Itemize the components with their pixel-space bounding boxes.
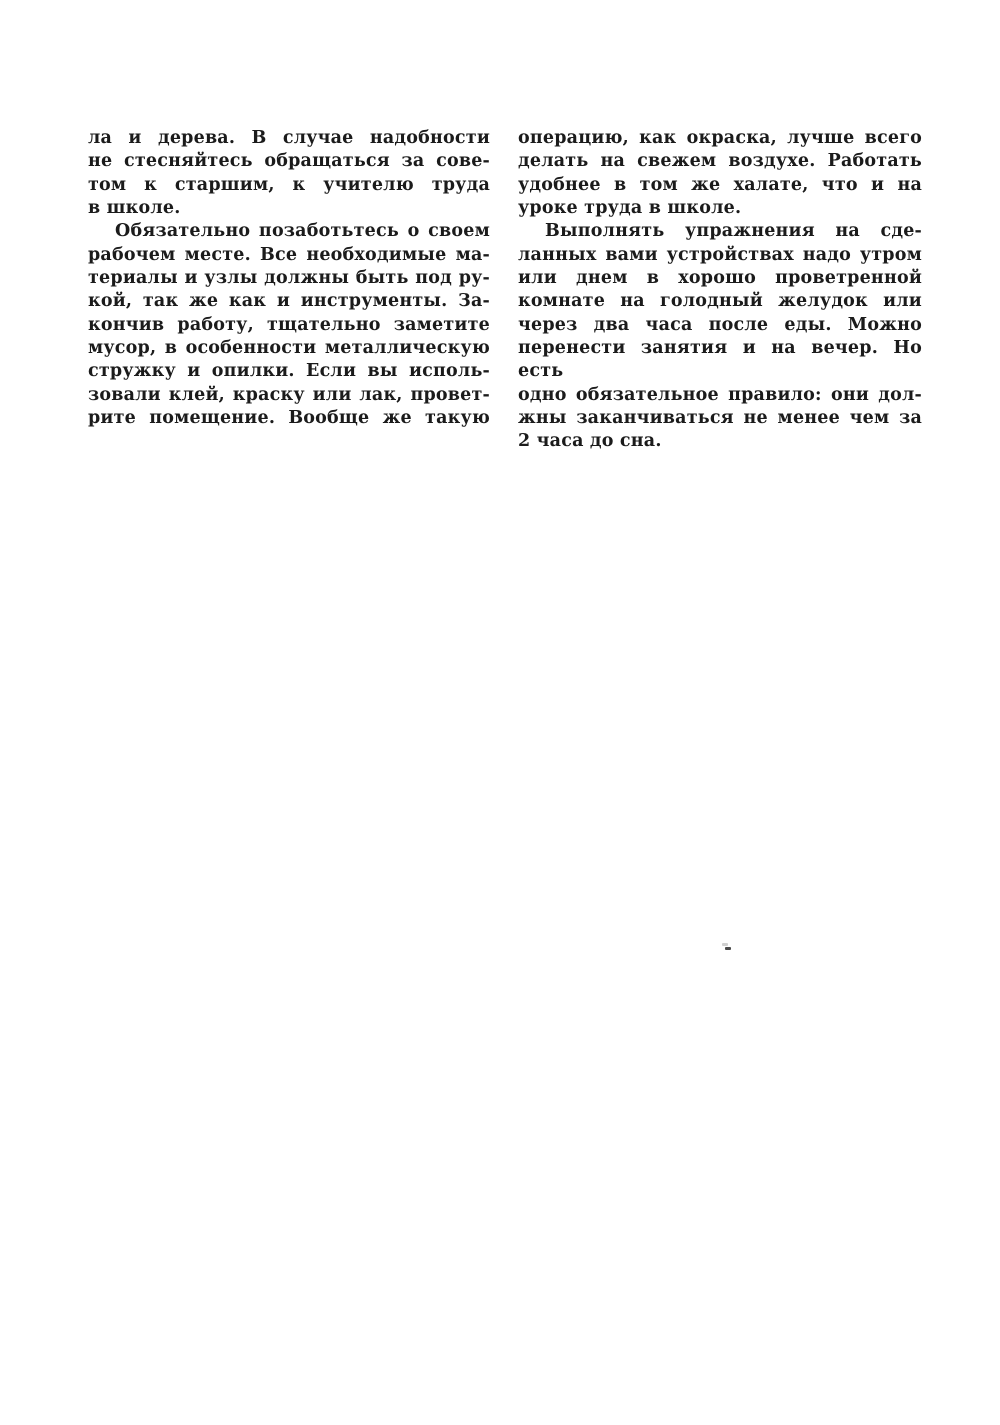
- text-line: уроке труда в школе.: [518, 198, 742, 219]
- text-line: жны заканчиваться не менее чем за: [518, 408, 922, 429]
- text-line: операцию, как окраска, лучше всего: [518, 128, 922, 148]
- text-line: в школе.: [88, 198, 181, 219]
- text-line: ланных вами устройствах надо утром: [518, 244, 922, 265]
- text-line: делать на свежем воздухе. Работать: [518, 151, 922, 172]
- text-line: рите помещение. Вообще же такую: [88, 408, 490, 429]
- text-line: кончив работу, тщательно заметите: [88, 314, 490, 335]
- text-line: мусор, в особенности металлическую: [88, 338, 490, 359]
- text-line: рабочем месте. Все необходимые ма-: [88, 244, 490, 265]
- text-line: не стесняйтесь обращаться за сове-: [88, 151, 490, 172]
- text-line: стружку и опилки. Если вы исполь-: [88, 361, 490, 382]
- text-line: том к старшим, к учителю труда: [88, 174, 490, 195]
- text-line: комнате на голодный желудок или: [518, 291, 922, 312]
- text-line: Выполнять упражнения на сде-: [545, 221, 922, 242]
- text-line: перенести занятия и на вечер. Но есть: [518, 338, 922, 382]
- text-line: Обязательно позаботьтесь о своем: [115, 221, 490, 242]
- text-column-left: [88, 127, 490, 430]
- text-line: через два часа после еды. Можно: [518, 314, 922, 335]
- text-line: одно обязательное правило: они дол-: [518, 384, 922, 405]
- text-line: 2 часа до сна.: [518, 431, 662, 452]
- text-line: зовали клей, краску или лак, провет-: [88, 384, 490, 405]
- text-column-right: [518, 127, 922, 454]
- text-line: ла и дерева. В случае надобности: [88, 128, 490, 148]
- text-line: или днем в хорошо проветренной: [518, 268, 922, 289]
- text-line: териалы и узлы должны быть под ру-: [88, 268, 490, 289]
- text-line: кой, так же как и инструменты. За-: [88, 291, 490, 312]
- ink-speck: [725, 947, 731, 950]
- text-line: удобнее в том же халате, что и на: [518, 174, 922, 195]
